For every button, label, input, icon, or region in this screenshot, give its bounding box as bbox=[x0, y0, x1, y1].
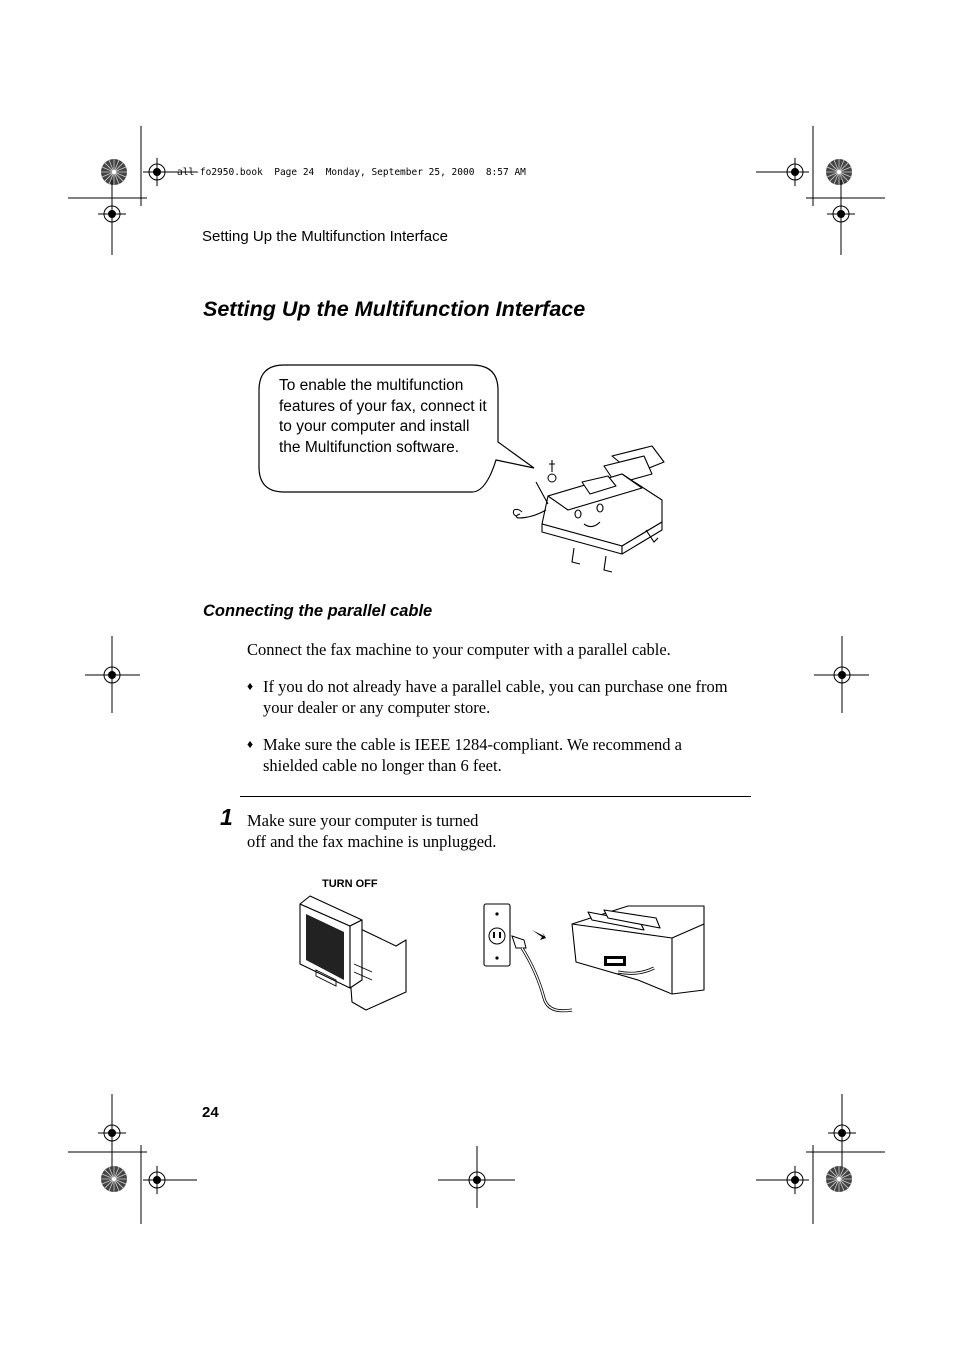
fax-mascot-icon bbox=[512, 438, 672, 580]
wall-outlet-icon bbox=[482, 902, 582, 1017]
book-slug: all-fo2950.book Page 24 Monday, September 25, 2000 8:57 AM bbox=[177, 167, 526, 178]
step-line: off and the fax machine is unplugged. bbox=[247, 832, 497, 851]
subsection-title: Connecting the parallel cable bbox=[203, 602, 433, 620]
running-head: Setting Up the Multifunction Interface bbox=[202, 228, 448, 245]
color-wheel-icon bbox=[826, 1166, 852, 1192]
color-wheel-icon bbox=[826, 159, 852, 185]
turn-off-label: TURN OFF bbox=[322, 878, 378, 890]
step-divider bbox=[240, 796, 751, 797]
page-number: 24 bbox=[202, 1104, 219, 1121]
fax-machine-rear-icon bbox=[568, 902, 706, 998]
bullet-glyph: ♦ bbox=[247, 737, 254, 751]
bubble-text: To enable the multifunction features of your fax, connect it to your computer and install the Multifunction software. bbox=[279, 377, 487, 456]
step-line: Make sure your computer is turned bbox=[247, 811, 479, 830]
color-wheel-icon bbox=[101, 159, 127, 185]
color-wheel-icon bbox=[101, 1166, 127, 1192]
section-title: Setting Up the Multifunction Interface bbox=[203, 297, 586, 321]
bullet-text: If you do not already have a parallel cable, you can purchase one from your dealer or any computer store. bbox=[263, 677, 728, 717]
step-text bbox=[247, 810, 527, 852]
bullet-text: Make sure the cable is IEEE 1284-compliant. We recommend a shielded cable no longer than 6 feet. bbox=[263, 735, 682, 775]
intro-paragraph: Connect the fax machine to your computer with a parallel cable. bbox=[247, 640, 671, 659]
step-number: 1 bbox=[220, 804, 233, 830]
bullet-glyph: ♦ bbox=[247, 679, 254, 693]
computer-icon bbox=[296, 892, 410, 1012]
